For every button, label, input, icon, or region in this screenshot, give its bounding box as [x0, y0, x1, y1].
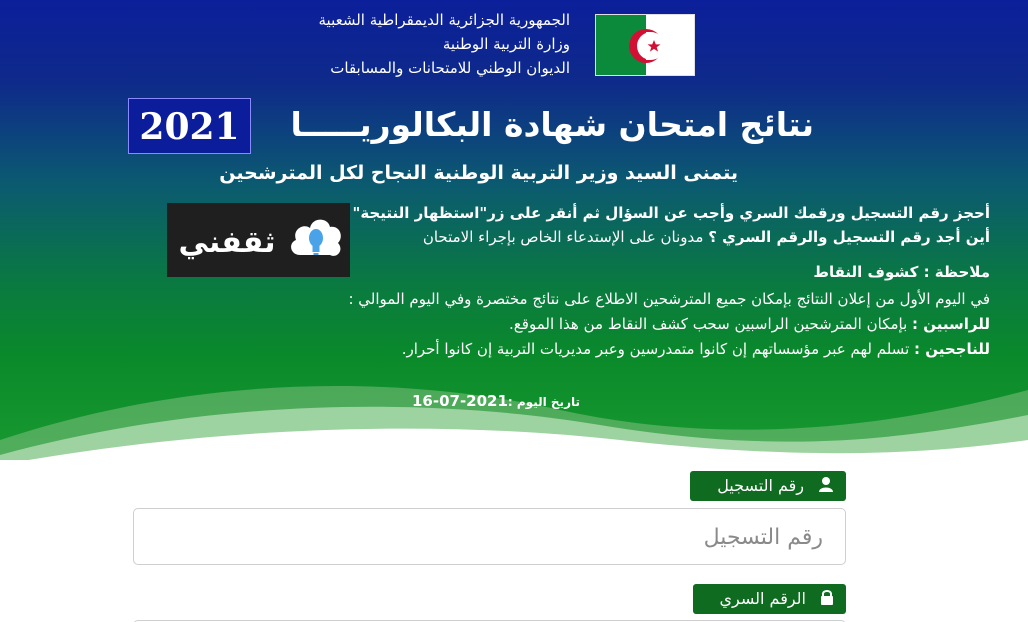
note-line-3 — [300, 337, 990, 361]
password-label-text: الرقم السري — [719, 589, 806, 608]
note-line-2 — [300, 312, 990, 336]
note-line-1 — [300, 287, 990, 311]
user-icon — [818, 472, 834, 502]
where-answer: مدونان على الإستدعاء الخاص بإجراء الامتحان — [422, 228, 709, 246]
logo-text: ثقفني — [178, 225, 276, 260]
registration-label-text: رقم التسجيل — [717, 476, 804, 495]
date-value: 2021-07-16 — [411, 392, 508, 410]
instructions-text: أحجز رقم التسجيل ورقمك السري وأجب عن السؤال ثم أنقر على زر"استظهار النتيجة" — [352, 204, 990, 222]
page-title: نتائج امتحان شهادة البكالوريـــــا — [290, 105, 814, 144]
lock-icon — [820, 585, 834, 615]
instructions-line-2 — [300, 225, 990, 249]
registration-input[interactable]: رقم التسجيل — [133, 508, 846, 565]
ministry-header — [210, 8, 570, 80]
note-title-text: ملاحظة : كشوف النقاط — [813, 263, 990, 281]
failed-text: بإمكان المترشحين الراسبين سحب كشف النقاط من هذا الموقع. — [509, 315, 913, 333]
failed-label: للراسبين : — [912, 315, 990, 333]
today-date — [404, 390, 580, 413]
passed-text: تسلم لهم عبر مؤسساتهم إن كانوا متمدرسين وعبر مديريات التربية إن كانوا أحرار. — [401, 340, 915, 358]
algeria-flag — [595, 14, 695, 76]
registration-label — [690, 471, 846, 501]
page-subtitle: يتمنى السيد وزير التربية الوطنية النجاح لكل المترشحين — [219, 162, 738, 184]
wave-decoration — [0, 370, 1028, 460]
note-line-1-text: في اليوم الأول من إعلان النتائج بإمكان جميع المترشحين الاطلاع على نتائج مختصرة وفي اليوم الموالي : — [348, 290, 990, 308]
header-line-office: الديوان الوطني للامتحانات والمسابقات — [330, 59, 570, 77]
header-line-ministry: وزارة التربية الوطنية — [442, 35, 570, 53]
where-question: أين أجد رقم التسجيل والرقم السري ؟ — [708, 228, 990, 246]
date-label: تاريخ اليوم : — [507, 395, 580, 409]
year-badge: 2021 — [128, 98, 251, 154]
password-label — [693, 584, 846, 614]
passed-label: للناجحين : — [914, 340, 990, 358]
note-title — [300, 260, 990, 284]
instructions-line-1 — [300, 201, 990, 225]
header-line-republic: الجمهورية الجزائرية الديمقراطية الشعبية — [318, 11, 570, 29]
